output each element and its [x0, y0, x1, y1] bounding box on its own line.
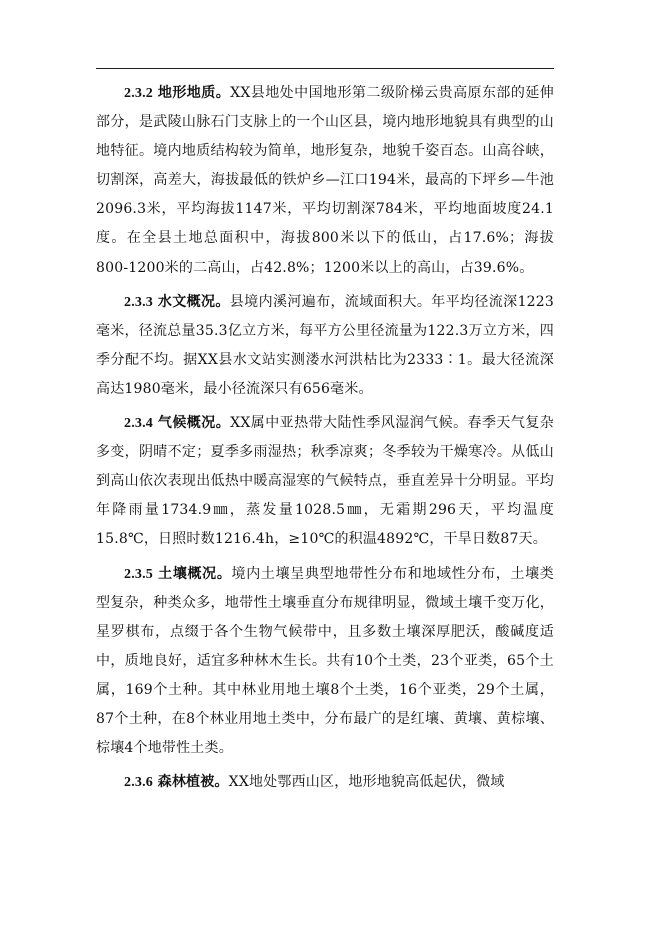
section-paragraph — [96, 288, 554, 404]
section-text: XX属中亚热带大陆性季风湿润气候。春季天气复杂多变，阴晴不定；夏季多雨湿热；秋季凉爽；冬季较为干燥寒冷。从低山到高山依次表现出低热中暖高湿寒的气候特点，垂直差异十分明显。平均年降雨量1734.9㎜，蒸发量1028.5㎜，无霜期296天，平均温度15.8℃，日照时数1216.4h，≥10℃的积温4892℃，干旱日数87天。 — [96, 415, 554, 548]
section-paragraph — [96, 560, 554, 764]
section-number: 2.3.5 — [124, 566, 153, 582]
section-title: 水文概况。 — [157, 293, 230, 310]
section-paragraph — [96, 768, 554, 797]
section-paragraph — [96, 409, 554, 554]
section-text: XX县地处中国地形第二级阶梯云贵高原东部的延伸部分，是武陵山脉石门支脉上的一个山区县，境内地形地貌具有典型的山地特征。境内地质结构较为简单，地形复杂，地貌千姿百态。山高谷峡，切割深，高差大，海拔最低的铁炉乡—江口194米，最高的下坪乡—牛池2096.3米，平均海拔1147米，平均切割深784米，平均地面坡度24.1度。在全县土地总面积中，海拔800米以下的低山，占17.6%；海拔800-1200米的二高山，占42.8%；1200米以上的高山，占39.6%。 — [96, 85, 554, 276]
section-title: 土壤概况。 — [158, 565, 232, 582]
section-number: 2.3.3 — [124, 294, 153, 310]
section-paragraph — [96, 79, 554, 283]
header-rule — [96, 68, 554, 69]
section-text: XX地处鄂西山区，地形地貌高低起伏，微域 — [228, 774, 505, 791]
section-number: 2.3.4 — [124, 416, 153, 432]
section-title: 地形地质。 — [157, 85, 231, 101]
section-text: 县境内溪河遍布，流域面积大。年平均径流深1223毫米，径流总量35.3亿立方米，每平方公里径流量为122.3万立方米，四季分配不均。据XX县水文站实测溇水河洪枯比为2333∶1。最大径流深高达1980毫米，最小径流深只有656毫米。 — [96, 293, 554, 397]
section-title: 气候概况。 — [157, 415, 231, 432]
section-number: 2.3.2 — [124, 86, 153, 101]
section-number: 2.3.6 — [124, 775, 153, 791]
document-body — [96, 79, 554, 802]
section-text: 境内土壤呈典型地带性分布和地域性分布，土壤类型复杂，种类众多，地带性土壤垂直分布规律明显，微域土壤千变万化，星罗棋布，点缀于各个生物气候带中，且多数土壤深厚肥沃，酸碱度适中，质地良好，适宜多种林木生长。共有10个土类，23个亚类，65个土属，169个土种。其中林业用地土壤8个土类，16个亚类，29个土属，87个土种，在8个林业用地土类中，分布最广的是红壤、黄壤、黄棕壤、棕壤4个地带性土类。 — [96, 565, 555, 757]
section-title: 森林植被。 — [157, 774, 229, 791]
